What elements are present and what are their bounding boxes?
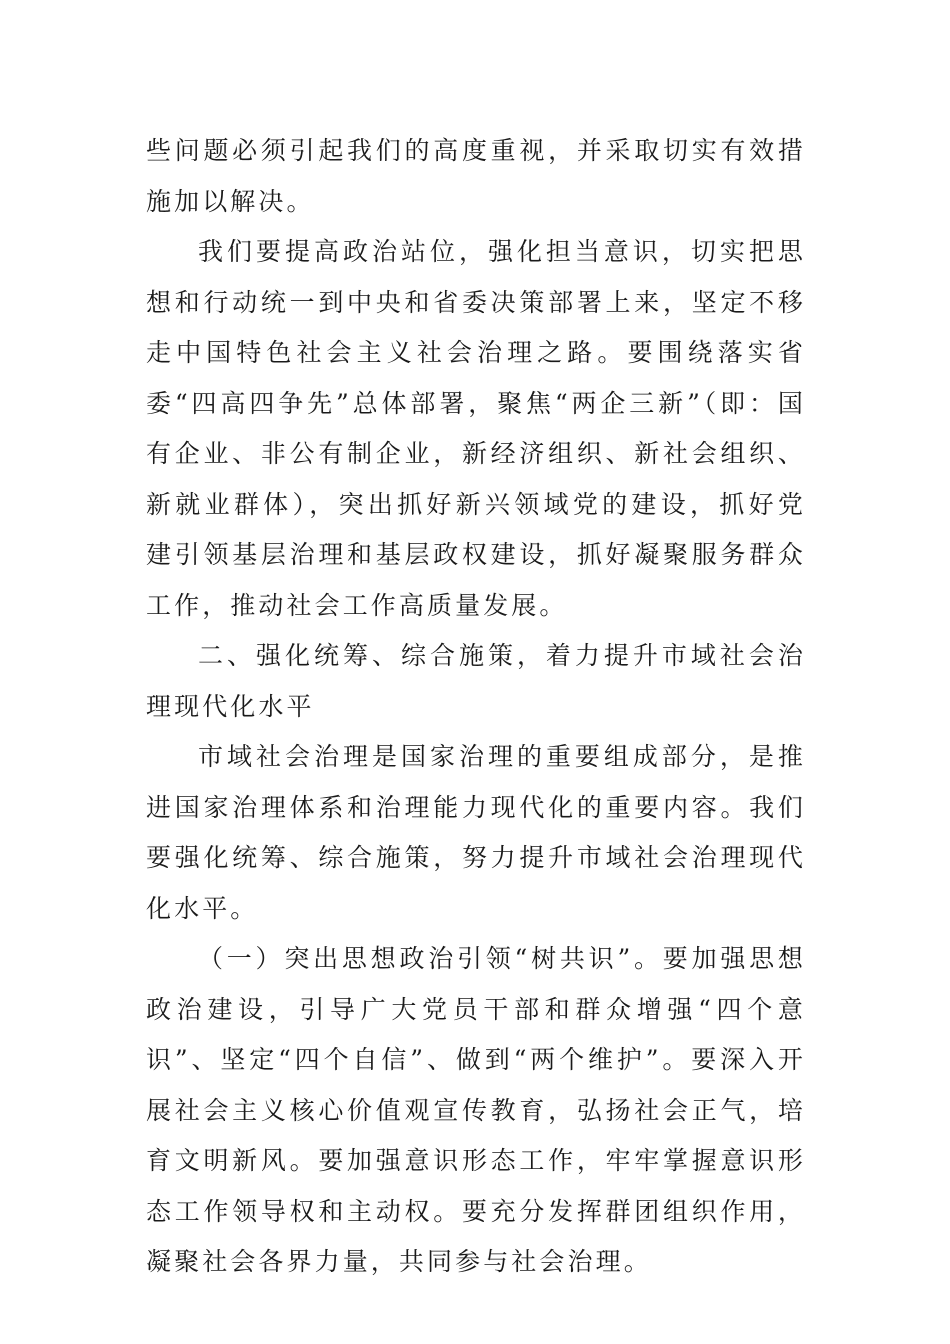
paragraph-political-stance: 我们要提高政治站位，强化担当意识，切实把思想和行动统一到中央和省委决策部署上来，坚定不移走中国特色社会主义社会治理之路。要围绕落实省委“四高四争先”总体部署，聚焦“两企三新”（即：国有企业、非公有制企业，新经济组织、新社会组织、新就业群体），突出抓好新兴领域党的建设，抓好党建引领基层治理和基层政权建设，抓好凝聚服务群众工作，推动社会工作高质量发展。 [146,237,806,620]
paragraph-municipal-governance: 市域社会治理是国家治理的重要组成部分，是推进国家治理体系和治理能力现代化的重要内容。我们要强化统筹、综合施策，努力提升市域社会治理现代化水平。 [146,742,806,923]
paragraph-continuation: 些问题必须引起我们的高度重视，并采取切实有效措施加以解决。 [146,136,806,216]
paragraph-ideological-guidance: （一）突出思想政治引领“树共识”。要加强思想政治建设，引导广大党员干部和群众增强“四个意识”、坚定“四个自信”、做到“两个维护”。要深入开展社会主义核心价值观宣传教育，弘扬社会正气，培育文明新风。要加强意识形态工作，牢牢掌握意识形态工作领导权和主动权。要充分发挥群团组织作用，凝聚社会各界力量，共同参与社会治理。 [146,944,806,1276]
section-heading-2: 二、强化统筹、综合施策，着力提升市域社会治理现代化水平 [146,641,806,721]
document-body [146,126,806,1288]
